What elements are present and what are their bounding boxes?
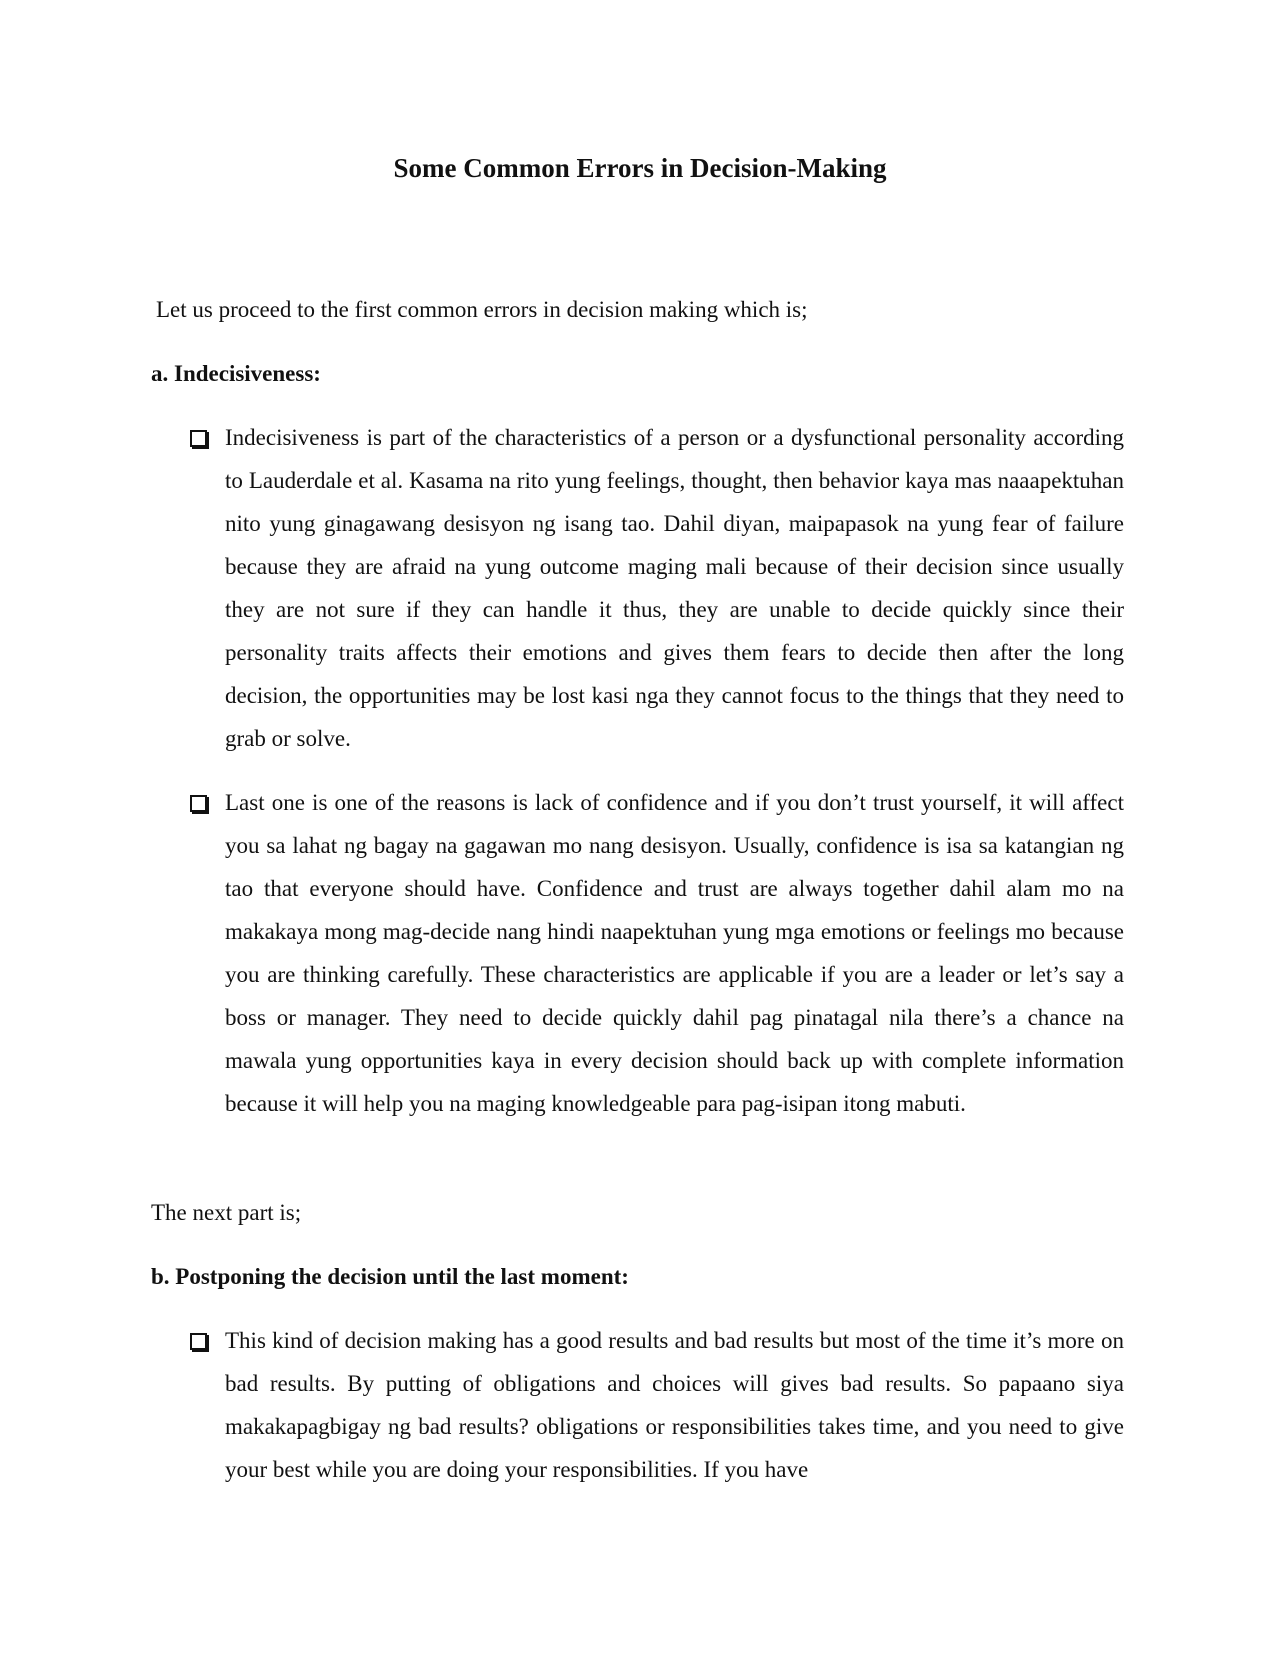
page-title: Some Common Errors in Decision-Making bbox=[393, 153, 887, 183]
checkbox-bullet-icon bbox=[190, 430, 207, 447]
section-a-heading: a. Indecisiveness: bbox=[151, 361, 321, 386]
list-item bbox=[190, 416, 1124, 760]
bullet-text: Indecisiveness is part of the characteristics of a person or a dysfunctional personality according to Lauderdale et al. Kasama na rito yung feelings, thought, then behavior kaya mas naaapektuhan nito yung ginagawang desisyon ng isang tao. Dahil diyan, maipapasok na yung fear of failure because they are afraid na yung outcome maging mali because of their decision since usually they are not sure if they can handle it thus, they are unable to decide quickly since their personality traits affects their emotions and gives them fears to decide then after the long decision, the opportunities may be lost kasi nga they cannot focus to the things that they need to grab or solve. bbox=[225, 425, 1124, 751]
transition-paragraph: The next part is; bbox=[151, 1200, 302, 1225]
list-item bbox=[190, 1319, 1124, 1491]
bullet-text: This kind of decision making has a good results and bad results but most of the time it’s more on bad results. By putting of obligations and choices will gives bad results. So papaano siya makakapagbigay ng bad results? obligations or responsibilities takes time, and you need to give your best while you are doing your responsibilities. If you have bbox=[225, 1328, 1124, 1482]
bullet-text: Last one is one of the reasons is lack of confidence and if you don’t trust yourself, it will affect you sa lahat ng bagay na gagawan mo nang desisyon. Usually, confidence is isa sa katangian ng tao that everyone should have. Confidence and trust are always together dahil alam mo na makakaya mong mag-decide nang hindi naapektuhan yung mga emotions or feelings mo because you are thinking carefully. These characteristics are applicable if you are a leader or let’s say a boss or manager. They need to decide quickly dahil pag pinatagal nila there’s a chance na mawala yung opportunities kaya in every decision should back up with complete information because it will help you na maging knowledgeable para pag-isipan itong mabuti. bbox=[225, 790, 1124, 1116]
intro-paragraph: Let us proceed to the first common errors in decision making which is; bbox=[156, 297, 808, 322]
section-b-heading: b. Postponing the decision until the last moment: bbox=[151, 1264, 629, 1289]
checkbox-bullet-icon bbox=[190, 1333, 207, 1350]
checkbox-bullet-icon bbox=[190, 795, 207, 812]
list-item bbox=[190, 781, 1124, 1125]
